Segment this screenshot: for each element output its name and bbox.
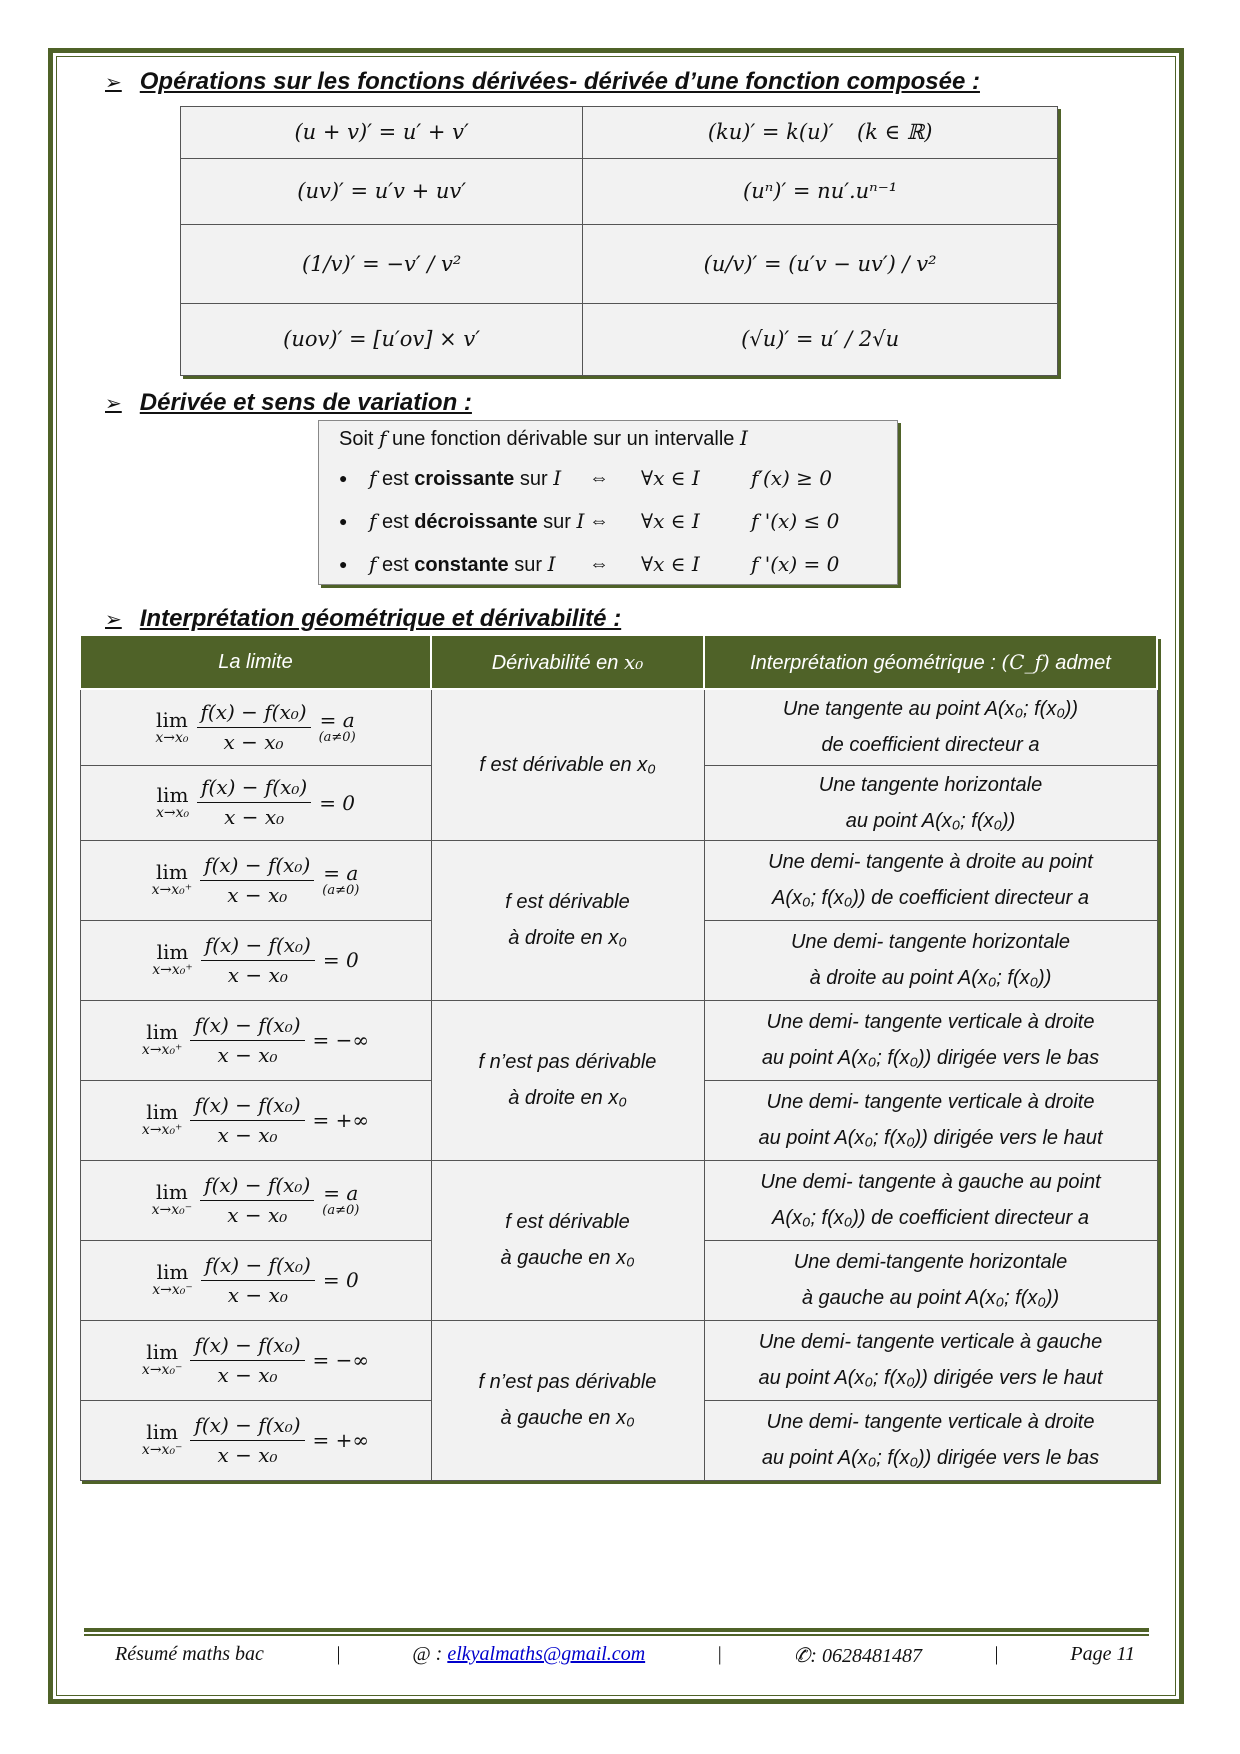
formula-cell: (uov)′ = [u′ov] × v′ — [181, 303, 583, 375]
section-heading-interpretation — [105, 605, 621, 633]
limit-expression: lim x→x₀ $\frac{\text{f(x) − f(x₀)}}{\text{x − x₀}}$ = a (a≠0) — [155, 699, 356, 754]
operations-table — [180, 106, 1058, 376]
limit-expression: lim x→x₀⁺ $\frac{\text{f(x) − f(x₀)}}{\text{x − x₀}}$ = 0 — [152, 932, 359, 987]
footer-title: Résumé maths bac — [115, 1643, 264, 1665]
limit-expression: lim x→x₀⁻ $\frac{\text{f(x) − f(x₀)}}{\text{x − x₀}}$ = +∞ — [141, 1412, 370, 1467]
bullet-icon: ● — [339, 470, 348, 486]
footer-phone: ✆: 0628481487 — [793, 1645, 922, 1667]
interpretation-cell: Une demi- tangente horizontale à droite au point A(x₀; f(x₀)) — [704, 920, 1157, 1000]
limit-expression: lim x→x₀⁻ $\frac{\text{f(x) − f(x₀)}}{\text{x − x₀}}$ = −∞ — [141, 1332, 370, 1387]
formula-cell: (√u)′ = u′ / 2√u — [583, 303, 1058, 375]
section-title: Interprétation géométrique et dérivabilité : — [139, 605, 622, 632]
table-row — [80, 689, 1157, 765]
header-derivability: Dérivabilité en x₀ — [431, 636, 704, 689]
interpretation-cell: Une tangente au point A(x₀; f(x₀)) de coefficient directeur a — [704, 689, 1157, 765]
formula-cell: (uv)′ = u′v + uv′ — [181, 159, 583, 225]
arrow-bullet-icon: ➢ — [105, 71, 122, 94]
table-row — [80, 1160, 1157, 1240]
variation-intro: Soit f une fonction dérivable sur un intervalle I — [339, 426, 748, 450]
limit-expression: lim x→x₀⁺ $\frac{\text{f(x) − f(x₀)}}{\text{x − x₀}}$ = a (a≠0) — [151, 852, 360, 907]
variation-row: ● f est constante sur I ⇔ ∀x ∈ I f '(x) = 0 — [339, 551, 840, 576]
page-footer — [115, 1643, 1135, 1668]
header-limit: La limite — [80, 636, 431, 689]
footer-email-block: @ : elkyalmaths@gmail.com — [412, 1643, 646, 1665]
interpretation-cell: Une tangente horizontale au point A(x₀; f(x₀)) — [704, 765, 1157, 840]
footer-page-number: Page 11 — [1070, 1643, 1135, 1665]
interpretation-cell: Une demi- tangente à droite au point A(x₀; f(x₀)) de coefficient directeur a — [704, 840, 1157, 920]
footer-separator: | — [716, 1643, 723, 1665]
limit-cell — [80, 1080, 431, 1160]
variation-row: ● f est décroissante sur I ⇔ ∀x ∈ I f '(x) ≤ 0 — [339, 508, 840, 533]
derivability-cell: f n’est pas dérivable à gauche en x₀ — [431, 1320, 704, 1480]
email-link[interactable]: elkyalmaths@gmail.com — [447, 1643, 646, 1665]
limit-cell — [80, 920, 431, 1000]
formula-cell: (1/v)′ = −v′ / v² — [181, 225, 583, 303]
limit-cell — [80, 840, 431, 920]
interpretation-cell: Une demi- tangente verticale à droite au point A(x₀; f(x₀)) dirigée vers le bas — [704, 1000, 1157, 1080]
derivability-cell: f n’est pas dérivable à droite en x₀ — [431, 1000, 704, 1160]
interpretation-cell: Une demi-tangente horizontale à gauche au point A(x₀; f(x₀)) — [704, 1240, 1157, 1320]
bullet-icon: ● — [339, 513, 348, 529]
table-row — [80, 1320, 1157, 1400]
limit-cell — [80, 689, 431, 765]
arrow-bullet-icon: ➢ — [105, 608, 122, 631]
variation-row: ● f est croissante sur I ⇔ ∀x ∈ I f′(x) ≥ 0 — [339, 465, 833, 490]
table-row — [80, 840, 1157, 920]
interpretation-cell: Une demi- tangente verticale à droite au point A(x₀; f(x₀)) dirigée vers le haut — [704, 1080, 1157, 1160]
limit-cell — [80, 765, 431, 840]
limit-cell — [80, 1240, 431, 1320]
limit-expression: lim x→x₀⁻ $\frac{\text{f(x) − f(x₀)}}{\text{x − x₀}}$ = 0 — [152, 1252, 359, 1307]
header-interpretation: Interprétation géométrique : (C_f) admet — [704, 636, 1157, 689]
limit-expression: lim x→x₀⁺ $\frac{\text{f(x) − f(x₀)}}{\text{x − x₀}}$ = +∞ — [141, 1092, 370, 1147]
limit-cell — [80, 1160, 431, 1240]
derivability-cell: f est dérivable à gauche en x₀ — [431, 1160, 704, 1320]
bullet-icon: ● — [339, 556, 348, 572]
interpretation-table — [79, 636, 1158, 1481]
section-heading-operations — [105, 68, 980, 96]
formula-cell: (ku)′ = k(u)′ (k ∈ ℝ) — [583, 107, 1058, 159]
limit-cell — [80, 1000, 431, 1080]
interpretation-cell: Une demi- tangente verticale à droite au point A(x₀; f(x₀)) dirigée vers le bas — [704, 1400, 1157, 1480]
formula-cell: (u + v)′ = u′ + v′ — [181, 107, 583, 159]
derivability-cell: f est dérivable en x₀ — [431, 689, 704, 840]
footer-rule — [84, 1628, 1149, 1632]
section-title: Opérations sur les fonctions dérivées- dérivée d’une fonction composée : — [139, 68, 980, 95]
section-title: Dérivée et sens de variation : — [139, 389, 472, 416]
derivability-cell: f est dérivable à droite en x₀ — [431, 840, 704, 1000]
variation-box — [318, 420, 898, 585]
footer-separator: | — [993, 1643, 999, 1665]
limit-expression: lim x→x₀⁺ $\frac{\text{f(x) − f(x₀)}}{\text{x − x₀}}$ = −∞ — [141, 1012, 370, 1067]
interpretation-cell: Une demi- tangente à gauche au point A(x₀; f(x₀)) de coefficient directeur a — [704, 1160, 1157, 1240]
limit-cell — [80, 1400, 431, 1480]
limit-expression: lim x→x₀⁻ $\frac{\text{f(x) − f(x₀)}}{\text{x − x₀}}$ = a (a≠0) — [151, 1172, 360, 1227]
arrow-bullet-icon: ➢ — [105, 392, 122, 415]
section-heading-variation — [105, 389, 472, 417]
limit-cell — [80, 1320, 431, 1400]
formula-cell: (u/v)′ = (u′v − uv′) / v² — [583, 225, 1058, 303]
footer-separator: | — [335, 1643, 341, 1665]
interpretation-cell: Une demi- tangente verticale à gauche au point A(x₀; f(x₀)) dirigée vers le haut — [704, 1320, 1157, 1400]
limit-expression: lim x→x₀ $\frac{\text{f(x) − f(x₀)}}{\text{x − x₀}}$ = 0 — [155, 775, 356, 829]
table-row — [80, 1000, 1157, 1080]
formula-cell: (uⁿ)′ = nu′.uⁿ⁻¹ — [583, 159, 1058, 225]
footer-rule-thin — [84, 1634, 1149, 1636]
